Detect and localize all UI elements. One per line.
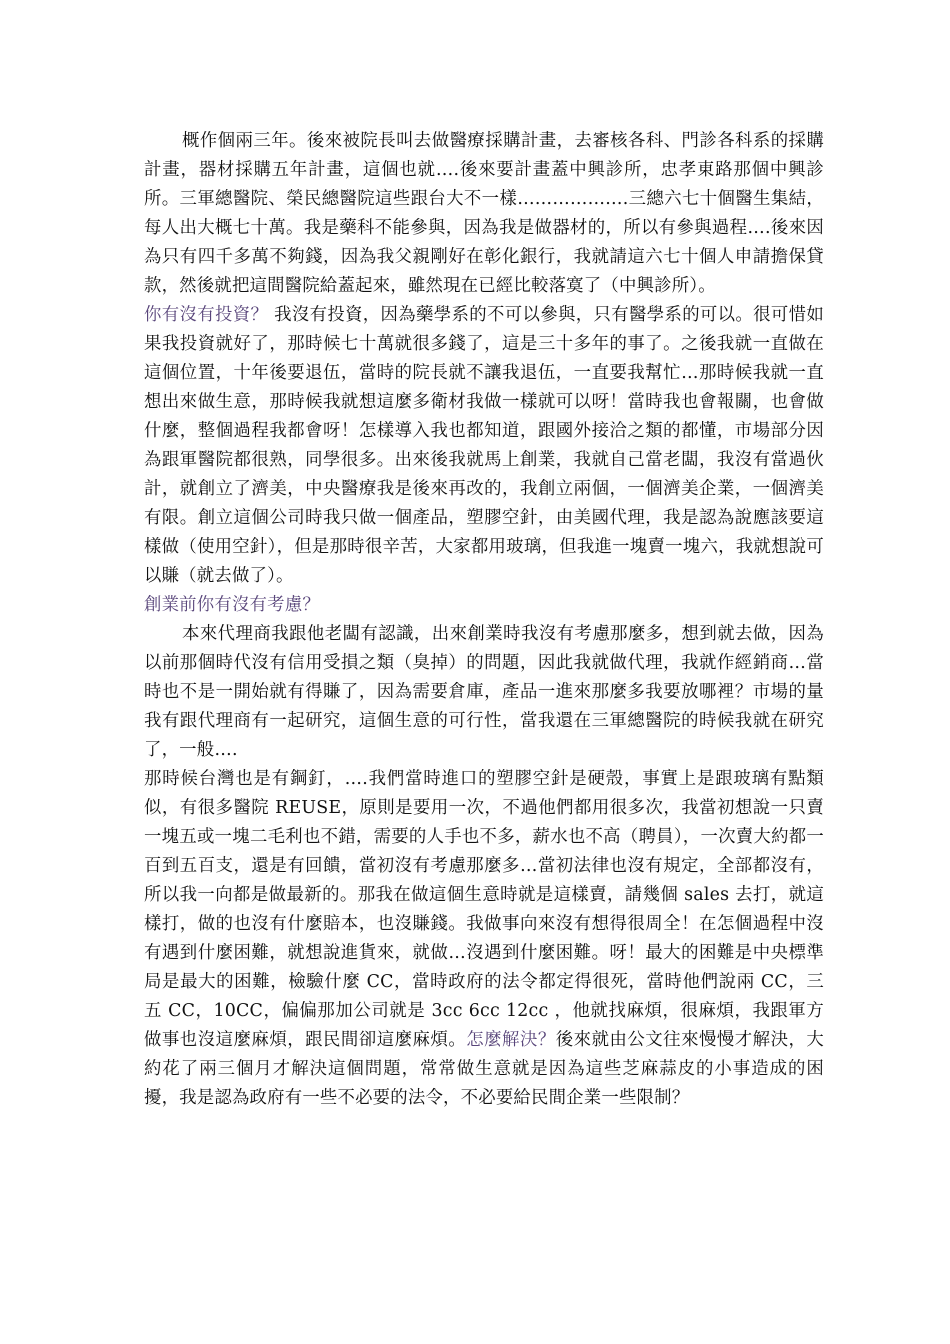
paragraph-4	[144, 765, 824, 1113]
answer-investment: 我沒有投資，因為藥學系的不可以參與，只有醫學系的可以。很可惜如果我投資就好了，那時候七十萬就很多錢了，這是三十多年的事了。之後我就一直做在這個位置，十年後要退伍，當時的院長就不讓我退伍，一直要我幫忙…那時候我就一直想出來做生意，那時候我就想這麼多衛材我做一樣就可以呀！當時我也會報關，也會做什麼，整個過程我都會呀！怎樣導入我也都知道，跟國外接洽之類的都懂，市場部分因為跟軍醫院都很熟，同學很多。出來後我就馬上創業，我就自己當老闆，我沒有當過伙計，就創立了濟美，中央醫療我是後來再改的，我創立兩個，一個濟美企業，一個濟美有限。創立這個公司時我只做一個產品，塑膠空針，由美國代理，我是認為說應該要這樣做（使用空針），但是那時很辛苦，大家都用玻璃，但我進一塊賣一塊六，我就想說可以賺（就去做了）。	[144, 305, 824, 586]
paragraph-3: 本來代理商我跟他老闆有認識，出來創業時我沒有考慮那麼多，想到就去做，因為以前那個時代沒有信用受損之類（臭掉）的問題，因此我就做代理，我就作經銷商…當時也不是一開始就有得賺了，因為需要倉庫，產品一進來那麼多我要放哪裡？市場的量我有跟代理商有一起研究，這個生意的可行性，當我還在三軍總醫院的時候我就在研究了，一般….	[144, 624, 824, 760]
answer-solution: 後來就由公文往來慢慢才解決，大約花了兩三個月才解決這個問題，常常做生意就是因為這些芝麻蒜皮的小事造成的困擾，我是認為政府有一些不必要的法令，不必要給民間企業一些限制？	[144, 1030, 824, 1108]
document-page	[144, 127, 824, 1113]
question-solution: 怎麼解決？	[466, 1030, 556, 1050]
paragraph-4-text: 那時候台灣也是有鋼釘，….我們當時進口的塑膠空針是硬殼，事實上是跟玻璃有點類似，有很多醫院 REUSE，原則是要用一次，不過他們都用很多次，我當初想說一只賣一塊五或一塊二毛利也不錯，需要的人手也不多，薪水也不高（聘員），一次賣大約都一百到五百支，還是有回饋，當初沒有考慮那麼多…當初法律也沒有規定，全部都沒有，所以我一向都是做最新的。那我在做這個生意時就是這樣賣，請幾個 sales 去打，就這樣打，做的也沒有什麼賠本，也沒賺錢。我做事向來沒有想得很周全！在怎個過程中沒有遇到什麼困難，就想說進貨來，就做…沒遇到什麼困難。呀！最大的困難是中央標準局是最大的困難，檢驗什麼 CC，當時政府的法令都定得很死，當時他們說兩 CC，三五 CC，10CC，偏偏那加公司就是 3cc 6cc 12cc ，他就找麻煩，很麻煩，我跟軍方做事也沒這麼麻煩，跟民間卻這麼麻煩。	[144, 769, 824, 1050]
question-startup: 創業前你有沒有考慮？	[144, 595, 320, 615]
paragraph-1: 概作個兩三年。後來被院長叫去做醫療採購計畫，去審核各科、門診各科系的採購計畫，器材採購五年計畫，這個也就….後來要計畫蓋中興診所，忠孝東路那個中興診所。三軍總醫院、榮民總醫院這些跟台大不一樣……………….三總六七十個醫生集結，每人出大概七十萬。我是藥科不能參與，因為我是做器材的，所以有參與過程….後來因為只有四千多萬不夠錢，因為我父親剛好在彰化銀行，我就請這六七十個人申請擔保貸款，然後就把這間醫院給蓋起來，雖然現在已經比較落寞了（中興診所）。	[144, 131, 824, 296]
question-investment: 你有沒有投資？	[144, 305, 269, 325]
paragraph-2	[144, 301, 824, 591]
